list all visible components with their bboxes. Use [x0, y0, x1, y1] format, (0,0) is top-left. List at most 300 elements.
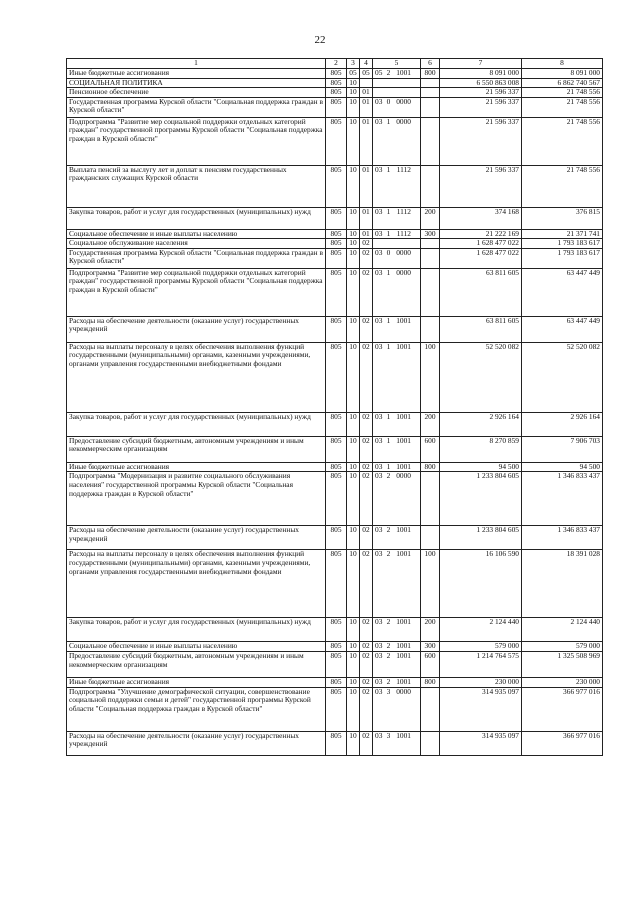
target-article-part: 03 [375, 97, 383, 106]
row-name: Подпрограмма "Развитие мер социальной поддержки отдельных категорий граждан" государственной программы Курской области "Социальная поддержка граждан в Курской области" [67, 117, 326, 165]
table-row [67, 97, 603, 117]
expense-type-code [421, 526, 440, 550]
table-row [67, 117, 603, 165]
target-article-part: 1001 [396, 641, 411, 651]
amount-year-1: 2 926 164 [440, 412, 522, 436]
header-cell: 6 [421, 59, 440, 69]
amount-year-2: 579 000 [522, 642, 603, 652]
amount-year-1: 8 270 859 [440, 436, 522, 462]
expense-type-code: 200 [421, 618, 440, 642]
target-article-part: 1 [386, 316, 391, 325]
target-article-part: 2 [386, 68, 391, 77]
ministry-code: 805 [326, 239, 347, 249]
target-article-code [373, 412, 421, 436]
row-name: Расходы на обеспечение деятельности (оказание услуг) государственных учреждений [67, 526, 326, 550]
target-article-part: 2 [386, 617, 391, 627]
amount-year-1: 314 935 097 [440, 687, 522, 731]
target-article-code [373, 550, 421, 618]
table-row [67, 687, 603, 731]
target-article-part: 3 [386, 687, 391, 696]
target-article-part: 1001 [396, 342, 411, 351]
ministry-code: 805 [326, 526, 347, 550]
target-article-part: 1 [386, 436, 391, 445]
table-row [67, 462, 603, 472]
subsection-code: 02 [360, 731, 373, 755]
target-article-part: 2 [386, 677, 391, 687]
target-article-code [373, 239, 421, 249]
amount-year-1: 63 811 605 [440, 268, 522, 316]
row-name: Социальное обслуживание населения [67, 239, 326, 249]
header-cell: 7 [440, 59, 522, 69]
expense-type-code: 800 [421, 462, 440, 472]
subsection-code: 02 [360, 618, 373, 642]
expense-type-code [421, 731, 440, 755]
row-name: Расходы на обеспечение деятельности (оказание услуг) государственных учреждений [67, 731, 326, 755]
target-article-code [373, 642, 421, 652]
amount-year-1: 16 106 590 [440, 550, 522, 618]
amount-year-2: 6 862 740 567 [522, 78, 603, 88]
target-article-part: 0000 [396, 471, 411, 481]
section-code: 10 [347, 268, 360, 316]
subsection-code: 02 [360, 462, 373, 472]
subsection-code: 02 [360, 550, 373, 618]
budget-table [66, 58, 603, 756]
section-code: 10 [347, 550, 360, 618]
row-name: Пенсионное обеспечение [67, 88, 326, 98]
amount-year-2: 63 447 449 [522, 268, 603, 316]
ministry-code: 805 [326, 462, 347, 472]
target-article-code [373, 165, 421, 207]
amount-year-2: 1 793 183 617 [522, 248, 603, 268]
target-article-part: 1001 [396, 731, 411, 740]
amount-year-1: 1 233 804 605 [440, 472, 522, 526]
target-article-part: 3 [386, 731, 391, 740]
expense-type-code: 100 [421, 550, 440, 618]
target-article-code [373, 88, 421, 98]
expense-type-code: 200 [421, 412, 440, 436]
ministry-code: 805 [326, 229, 347, 239]
expense-type-code [421, 78, 440, 88]
target-article-part: 05 [375, 68, 383, 77]
subsection-code: 01 [360, 97, 373, 117]
target-article-part: 1001 [396, 677, 411, 687]
amount-year-1: 230 000 [440, 678, 522, 688]
ministry-code: 805 [326, 268, 347, 316]
row-name: Иные бюджетные ассигнования [67, 69, 326, 79]
amount-year-2: 2 124 440 [522, 618, 603, 642]
ministry-code: 805 [326, 472, 347, 526]
table-row [67, 412, 603, 436]
subsection-code: 02 [360, 316, 373, 342]
amount-year-1: 1 233 804 605 [440, 526, 522, 550]
target-article-code [373, 652, 421, 678]
table-row [67, 248, 603, 268]
amount-year-1: 314 935 097 [440, 731, 522, 755]
target-article-part: 1 [386, 207, 391, 216]
target-article-part: 1001 [396, 617, 411, 627]
row-name: Расходы на выплаты персоналу в целях обеспечения выполнения функций государственными (муниципальными) органами, казенными учреждениями, органами управления государственными внебюджетными фондами [67, 550, 326, 618]
target-article-part: 0000 [396, 97, 411, 106]
target-article-part: 03 [375, 471, 383, 481]
expense-type-code [421, 117, 440, 165]
subsection-code: 02 [360, 472, 373, 526]
section-code: 10 [347, 78, 360, 88]
target-article-code [373, 97, 421, 117]
amount-year-2: 1 346 833 437 [522, 526, 603, 550]
section-code: 10 [347, 678, 360, 688]
section-code: 10 [347, 526, 360, 550]
amount-year-2: 94 500 [522, 462, 603, 472]
target-article-part: 1 [386, 229, 391, 238]
target-article-part: 1 [386, 117, 391, 126]
target-article-code [373, 462, 421, 472]
target-article-part: 03 [375, 117, 383, 126]
table-row [67, 69, 603, 79]
table-row [67, 652, 603, 678]
amount-year-2: 366 977 016 [522, 687, 603, 731]
subsection-code: 01 [360, 207, 373, 229]
expense-type-code [421, 268, 440, 316]
row-name: Социальное обеспечение и иные выплаты населению [67, 229, 326, 239]
section-code: 10 [347, 731, 360, 755]
expense-type-code [421, 97, 440, 117]
amount-year-1: 2 124 440 [440, 618, 522, 642]
target-article-part: 03 [375, 641, 383, 651]
table-row [67, 342, 603, 412]
amount-year-2: 366 977 016 [522, 731, 603, 755]
table-row [67, 165, 603, 207]
expense-type-code [421, 472, 440, 526]
amount-year-2: 2 926 164 [522, 412, 603, 436]
subsection-code: 02 [360, 642, 373, 652]
header-cell: 5 [373, 59, 421, 69]
expense-type-code: 800 [421, 678, 440, 688]
section-code: 10 [347, 342, 360, 412]
ministry-code: 805 [326, 207, 347, 229]
subsection-code: 01 [360, 117, 373, 165]
expense-type-code: 300 [421, 642, 440, 652]
target-article-part: 1 [386, 412, 391, 421]
row-name: СОЦИАЛЬНАЯ ПОЛИТИКА [67, 78, 326, 88]
amount-year-1: 1 628 477 022 [440, 239, 522, 249]
expense-type-code: 800 [421, 69, 440, 79]
amount-year-1: 21 596 337 [440, 165, 522, 207]
section-code: 10 [347, 165, 360, 207]
target-article-part: 1001 [396, 651, 411, 661]
row-name: Иные бюджетные ассигнования [67, 678, 326, 688]
row-name: Выплата пенсий за выслугу лет и доплат к пенсиям государственных гражданских служащих Курской области [67, 165, 326, 207]
target-article-part: 0000 [396, 248, 411, 257]
section-code: 10 [347, 412, 360, 436]
section-code: 10 [347, 618, 360, 642]
target-article-part: 03 [375, 207, 383, 216]
target-article-part: 03 [375, 525, 383, 535]
section-code: 10 [347, 472, 360, 526]
section-code: 10 [347, 117, 360, 165]
header-cell: 1 [67, 59, 326, 69]
expense-type-code: 600 [421, 652, 440, 678]
table-row [67, 268, 603, 316]
target-article-part: 1112 [396, 207, 411, 216]
row-name: Расходы на выплаты персоналу в целях обеспечения выполнения функций государственными (муниципальными) органами, казенными учреждениями, органами управления государственными внебюджетными фондами [67, 342, 326, 412]
subsection-code: 02 [360, 239, 373, 249]
row-name: Государственная программа Курской области "Социальная поддержка граждан в Курской области" [67, 248, 326, 268]
ministry-code: 805 [326, 550, 347, 618]
row-name: Предоставление субсидий бюджетным, автономным учреждениям и иным некоммерческим организациям [67, 652, 326, 678]
target-article-code [373, 678, 421, 688]
subsection-code: 02 [360, 652, 373, 678]
ministry-code: 805 [326, 652, 347, 678]
amount-year-1: 1 628 477 022 [440, 248, 522, 268]
amount-year-2: 21 371 741 [522, 229, 603, 239]
ministry-code: 805 [326, 78, 347, 88]
table-row [67, 642, 603, 652]
target-article-part: 0 [386, 97, 391, 106]
section-code: 05 [347, 69, 360, 79]
target-article-part: 03 [375, 436, 383, 445]
row-name: Закупка товаров, работ и услуг для государственных (муниципальных) нужд [67, 412, 326, 436]
subsection-code: 01 [360, 165, 373, 207]
target-article-part: 03 [375, 687, 383, 696]
ministry-code: 805 [326, 88, 347, 98]
target-article-part: 2 [386, 651, 391, 661]
target-article-code [373, 69, 421, 79]
target-article-part: 1001 [396, 549, 411, 559]
amount-year-1: 21 596 337 [440, 117, 522, 165]
amount-year-1: 94 500 [440, 462, 522, 472]
table-row [67, 731, 603, 755]
target-article-part: 1 [386, 342, 391, 351]
target-article-part: 03 [375, 342, 383, 351]
target-article-code [373, 618, 421, 642]
ministry-code: 805 [326, 316, 347, 342]
subsection-code: 02 [360, 248, 373, 268]
subsection-code [360, 78, 373, 88]
subsection-code: 02 [360, 412, 373, 436]
ministry-code: 805 [326, 117, 347, 165]
section-code: 10 [347, 316, 360, 342]
target-article-code [373, 526, 421, 550]
target-article-part: 1 [386, 165, 391, 174]
target-article-code [373, 78, 421, 88]
row-name: Закупка товаров, работ и услуг для государственных (муниципальных) нужд [67, 618, 326, 642]
target-article-part: 1001 [396, 525, 411, 535]
amount-year-2: 8 091 000 [522, 69, 603, 79]
target-article-code [373, 472, 421, 526]
amount-year-2: 230 000 [522, 678, 603, 688]
section-code: 10 [347, 207, 360, 229]
target-article-code [373, 731, 421, 755]
target-article-part: 0000 [396, 687, 411, 696]
ministry-code: 805 [326, 342, 347, 412]
subsection-code: 02 [360, 687, 373, 731]
target-article-part: 1001 [396, 436, 411, 445]
section-code: 10 [347, 229, 360, 239]
table-row [67, 472, 603, 526]
ministry-code: 805 [326, 731, 347, 755]
target-article-code [373, 117, 421, 165]
ministry-code: 805 [326, 69, 347, 79]
amount-year-1: 579 000 [440, 642, 522, 652]
amount-year-2: 18 391 028 [522, 550, 603, 618]
table-row [67, 678, 603, 688]
target-article-part: 2 [386, 525, 391, 535]
row-name: Предоставление субсидий бюджетным, автономным учреждениям и иным некоммерческим организациям [67, 436, 326, 462]
target-article-part: 1 [386, 268, 391, 277]
subsection-code: 05 [360, 69, 373, 79]
target-article-part: 03 [375, 229, 383, 238]
expense-type-code [421, 239, 440, 249]
target-article-part: 03 [375, 268, 383, 277]
subsection-code: 02 [360, 436, 373, 462]
ministry-code: 805 [326, 618, 347, 642]
table-row [67, 88, 603, 98]
amount-year-1: 374 168 [440, 207, 522, 229]
section-code: 10 [347, 642, 360, 652]
expense-type-code: 200 [421, 207, 440, 229]
row-name: Иные бюджетные ассигнования [67, 462, 326, 472]
table-row [67, 316, 603, 342]
amount-year-2: 1 346 833 437 [522, 472, 603, 526]
amount-year-1: 21 596 337 [440, 88, 522, 98]
amount-year-1: 63 811 605 [440, 316, 522, 342]
header-cell: 8 [522, 59, 603, 69]
ministry-code: 805 [326, 642, 347, 652]
expense-type-code: 300 [421, 229, 440, 239]
ministry-code: 805 [326, 412, 347, 436]
target-article-part: 03 [375, 549, 383, 559]
table-row [67, 526, 603, 550]
section-code: 10 [347, 239, 360, 249]
row-name: Социальное обеспечение и иные выплаты населению [67, 642, 326, 652]
row-name: Подпрограмма "Улучшение демографической ситуации, совершенствование социальной поддержки семьи и детей" государственной программы Курской области "Социальная поддержка граждан в Курской области" [67, 687, 326, 731]
target-article-part: 1001 [396, 462, 411, 471]
ministry-code: 805 [326, 165, 347, 207]
expense-type-code: 600 [421, 436, 440, 462]
target-article-part: 03 [375, 617, 383, 627]
target-article-part: 03 [375, 165, 383, 174]
subsection-code: 02 [360, 342, 373, 412]
expense-type-code: 100 [421, 342, 440, 412]
page-number: 22 [314, 34, 326, 46]
target-article-code [373, 229, 421, 239]
target-article-part: 1001 [396, 316, 411, 325]
ministry-code: 805 [326, 436, 347, 462]
expense-type-code [421, 165, 440, 207]
row-name: Расходы на обеспечение деятельности (оказание услуг) государственных учреждений [67, 316, 326, 342]
target-article-part: 1112 [396, 165, 411, 174]
target-article-part: 0 [386, 248, 391, 257]
target-article-code [373, 342, 421, 412]
target-article-part: 1 [386, 462, 391, 471]
target-article-part: 2 [386, 641, 391, 651]
row-name: Закупка товаров, работ и услуг для государственных (муниципальных) нужд [67, 207, 326, 229]
target-article-part: 03 [375, 677, 383, 687]
row-name: Подпрограмма "Модернизация и развитие социального обслуживания населения" государственной программы Курской области "Социальная поддержка граждан в Курской области" [67, 472, 326, 526]
table-row [67, 436, 603, 462]
table-row [67, 78, 603, 88]
target-article-part: 0000 [396, 268, 411, 277]
target-article-part: 2 [386, 471, 391, 481]
table-row [67, 239, 603, 249]
expense-type-code [421, 88, 440, 98]
subsection-code: 02 [360, 268, 373, 316]
amount-year-2: 7 906 703 [522, 436, 603, 462]
target-article-code [373, 248, 421, 268]
budget-table-body [67, 59, 603, 756]
section-code: 10 [347, 687, 360, 731]
target-article-code [373, 436, 421, 462]
amount-year-2: 52 520 082 [522, 342, 603, 412]
amount-year-2: 21 748 556 [522, 165, 603, 207]
amount-year-2: 376 815 [522, 207, 603, 229]
amount-year-2: 21 748 556 [522, 117, 603, 165]
amount-year-1: 6 550 863 008 [440, 78, 522, 88]
amount-year-1: 21 222 169 [440, 229, 522, 239]
target-article-part: 1001 [396, 412, 411, 421]
target-article-part: 03 [375, 462, 383, 471]
amount-year-2: 1 793 183 617 [522, 239, 603, 249]
subsection-code: 02 [360, 678, 373, 688]
header-cell: 4 [360, 59, 373, 69]
section-code: 10 [347, 97, 360, 117]
target-article-code [373, 207, 421, 229]
target-article-part: 1112 [396, 229, 411, 238]
target-article-code [373, 687, 421, 731]
target-article-code [373, 268, 421, 316]
target-article-part: 2 [386, 549, 391, 559]
expense-type-code [421, 248, 440, 268]
target-article-part: 03 [375, 731, 383, 740]
subsection-code: 01 [360, 88, 373, 98]
amount-year-2: 1 325 508 969 [522, 652, 603, 678]
amount-year-1: 1 214 764 575 [440, 652, 522, 678]
row-name: Государственная программа Курской области "Социальная поддержка граждан в Курской области" [67, 97, 326, 117]
target-article-part: 1001 [396, 68, 411, 77]
amount-year-2: 63 447 449 [522, 316, 603, 342]
section-code: 10 [347, 88, 360, 98]
table-row [67, 229, 603, 239]
expense-type-code [421, 316, 440, 342]
ministry-code: 805 [326, 678, 347, 688]
table-row [67, 618, 603, 642]
expense-type-code [421, 687, 440, 731]
subsection-code: 01 [360, 229, 373, 239]
section-code: 10 [347, 652, 360, 678]
target-article-part: 0000 [396, 117, 411, 126]
row-name: Подпрограмма "Развитие мер социальной поддержки отдельных категорий граждан" государственной программы Курской области "Социальная поддержка граждан в Курской области" [67, 268, 326, 316]
target-article-part: 03 [375, 412, 383, 421]
ministry-code: 805 [326, 687, 347, 731]
ministry-code: 805 [326, 248, 347, 268]
target-article-code [373, 316, 421, 342]
target-article-part: 03 [375, 316, 383, 325]
section-code: 10 [347, 462, 360, 472]
subsection-code: 02 [360, 526, 373, 550]
header-row [67, 59, 603, 69]
amount-year-1: 21 596 337 [440, 97, 522, 117]
ministry-code: 805 [326, 97, 347, 117]
section-code: 10 [347, 248, 360, 268]
header-cell: 2 [326, 59, 347, 69]
table-row [67, 550, 603, 618]
table-row [67, 207, 603, 229]
amount-year-1: 52 520 082 [440, 342, 522, 412]
section-code: 10 [347, 436, 360, 462]
amount-year-2: 21 748 556 [522, 88, 603, 98]
header-cell: 3 [347, 59, 360, 69]
amount-year-1: 8 091 000 [440, 69, 522, 79]
